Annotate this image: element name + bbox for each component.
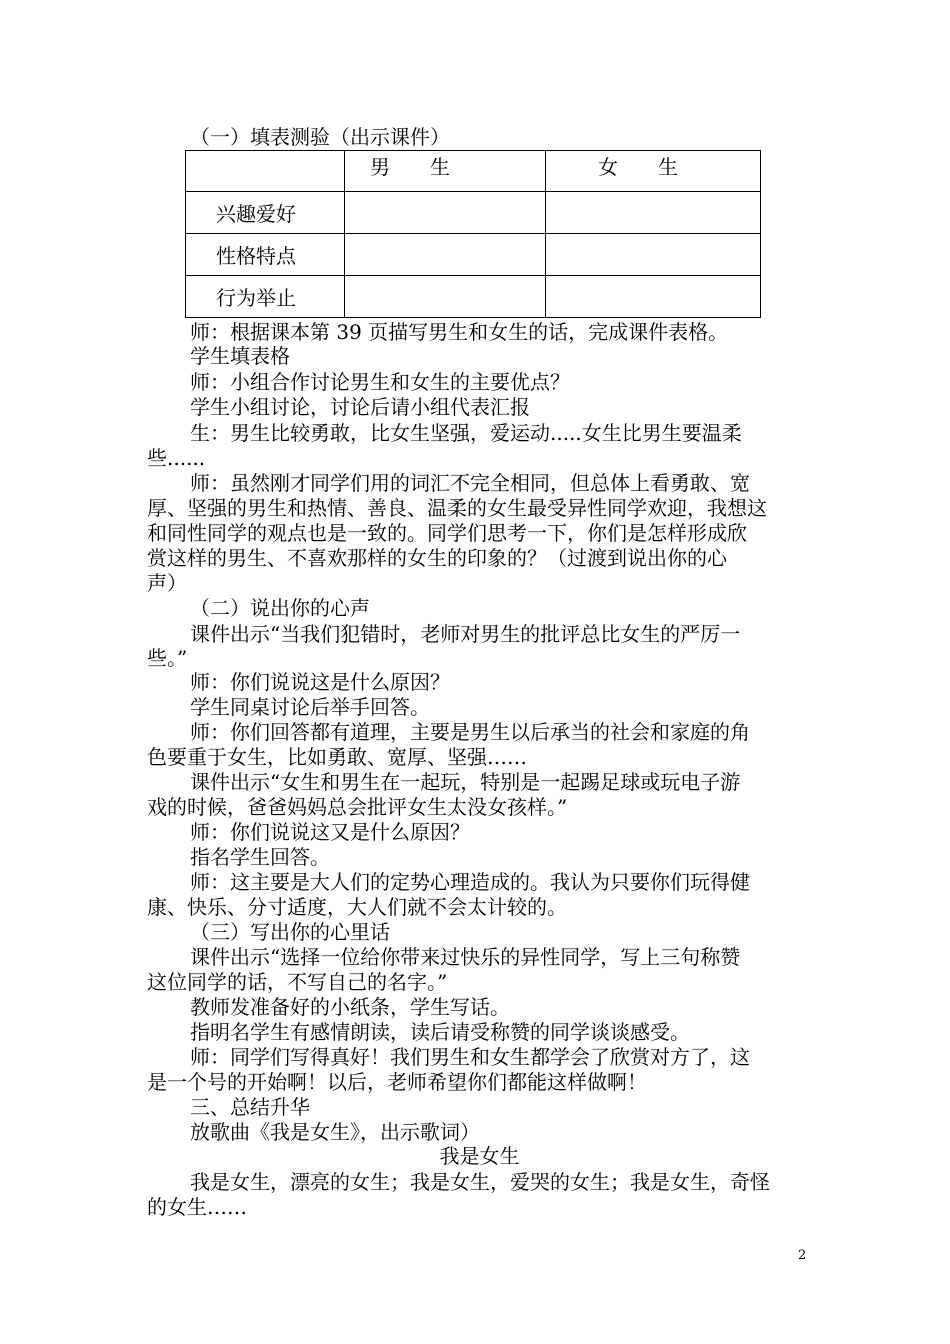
table-row [186, 192, 761, 234]
paragraph-line: 和同性同学的观点也是一致的。同学们思考一下，你们是怎样形成欣 [147, 521, 747, 545]
section-heading: （二）说出你的心声 [190, 596, 370, 620]
paragraph-line: 师：你们说说这又是什么原因？ [190, 820, 470, 844]
paragraph-line: 学生填表格 [190, 344, 290, 368]
paragraph-line: 放歌曲《我是女生》，出示歌词） [190, 1120, 480, 1144]
table-cell-empty [345, 234, 546, 276]
paragraph-line: 是一个号的开始啊！以后，老师希望你们都能这样做啊！ [147, 1070, 647, 1094]
paragraph-line: 师：虽然刚才同学们用的词汇不完全相同，但总体上看勇敢、宽 [190, 471, 750, 495]
table-cell-empty [345, 192, 546, 234]
paragraph-line: 课件出示“女生和男生在一起玩，特别是一起踢足球或玩电子游 [190, 770, 741, 794]
column-header-girls [546, 151, 761, 192]
column-header-girls-label: 女 生 [598, 155, 678, 179]
paragraph-line: 这位同学的话，不写自己的名字。” [147, 970, 448, 994]
table-cell-empty [546, 234, 761, 276]
paragraph-line: 声） [147, 571, 187, 595]
paragraph-line: 师：你们说说这是什么原因？ [190, 670, 450, 694]
table-cell-empty [546, 276, 761, 318]
paragraph-line: 师：这主要是大人们的定势心理造成的。我认为只要你们玩得健 [190, 870, 750, 894]
song-title: 我是女生 [439, 1144, 520, 1168]
paragraph-line: 生：男生比较勇敢，比女生坚强，爱运动.....女生比男生要温柔 [190, 421, 742, 445]
table-row [186, 276, 761, 318]
row-label-behavior: 行为举止 [186, 276, 345, 318]
paragraph-line: 厚、坚强的男生和热情、善良、温柔的女生最受异性同学欢迎，我想这 [147, 496, 767, 520]
paragraph-line: 些。” [147, 646, 188, 670]
column-header-boys-label: 男 生 [370, 155, 450, 179]
table-header-row [186, 151, 761, 192]
row-label-personality: 性格特点 [186, 234, 345, 276]
table-heading: （一）填表测验（出示课件） [190, 125, 450, 149]
paragraph-line: 指明名学生有感情朗读，读后请受称赞的同学谈谈感受。 [190, 1020, 690, 1044]
row-label-interests: 兴趣爱好 [186, 192, 345, 234]
paragraph-line: 课件出示“选择一位给你带来过快乐的异性同学，写上三句称赞 [190, 945, 741, 969]
table-cell-empty [546, 192, 761, 234]
paragraph-line: 学生小组讨论，讨论后请小组代表汇报 [190, 395, 530, 419]
paragraph-line: 教师发准备好的小纸条，学生写话。 [190, 995, 510, 1019]
paragraph-line: 课件出示“当我们犯错时，老师对男生的批评总比女生的严厉一 [190, 622, 741, 646]
paragraph-line: 色要重于女生，比如勇敢、宽厚、坚强…… [147, 745, 527, 769]
paragraph-line: 的女生…… [147, 1195, 247, 1219]
paragraph-line: 学生同桌讨论后举手回答。 [190, 695, 430, 719]
paragraph-line: 师：小组合作讨论男生和女生的主要优点？ [190, 370, 570, 394]
paragraph-line: 戏的时候，爸爸妈妈总会批评女生太没女孩样。” [147, 795, 568, 819]
table-row [186, 234, 761, 276]
table-cell-empty [345, 276, 546, 318]
paragraph-line: 指名学生回答。 [190, 845, 330, 869]
survey-table [185, 150, 761, 318]
paragraph-line: 赏这样的男生、不喜欢那样的女生的印象的？（过渡到说出你的心 [147, 546, 727, 570]
paragraph-line: 师：你们回答都有道理，主要是男生以后承当的社会和家庭的角 [190, 720, 750, 744]
section-heading: （三）写出你的心里话 [190, 920, 390, 944]
paragraph-line: 师：根据课本第 39 页描写男生和女生的话，完成课件表格。 [190, 320, 729, 344]
paragraph-line: 些...... [147, 446, 206, 470]
page-number: 2 [798, 1248, 807, 1263]
section-heading: 三、总结升华 [190, 1095, 310, 1119]
paragraph-line: 师：同学们写得真好！我们男生和女生都学会了欣赏对方了，这 [190, 1045, 750, 1069]
paragraph-line: 康、快乐、分寸适度，大人们就不会太计较的。 [147, 895, 567, 919]
paragraph-line: 我是女生，漂亮的女生；我是女生，爱哭的女生；我是女生，奇怪 [190, 1170, 770, 1194]
